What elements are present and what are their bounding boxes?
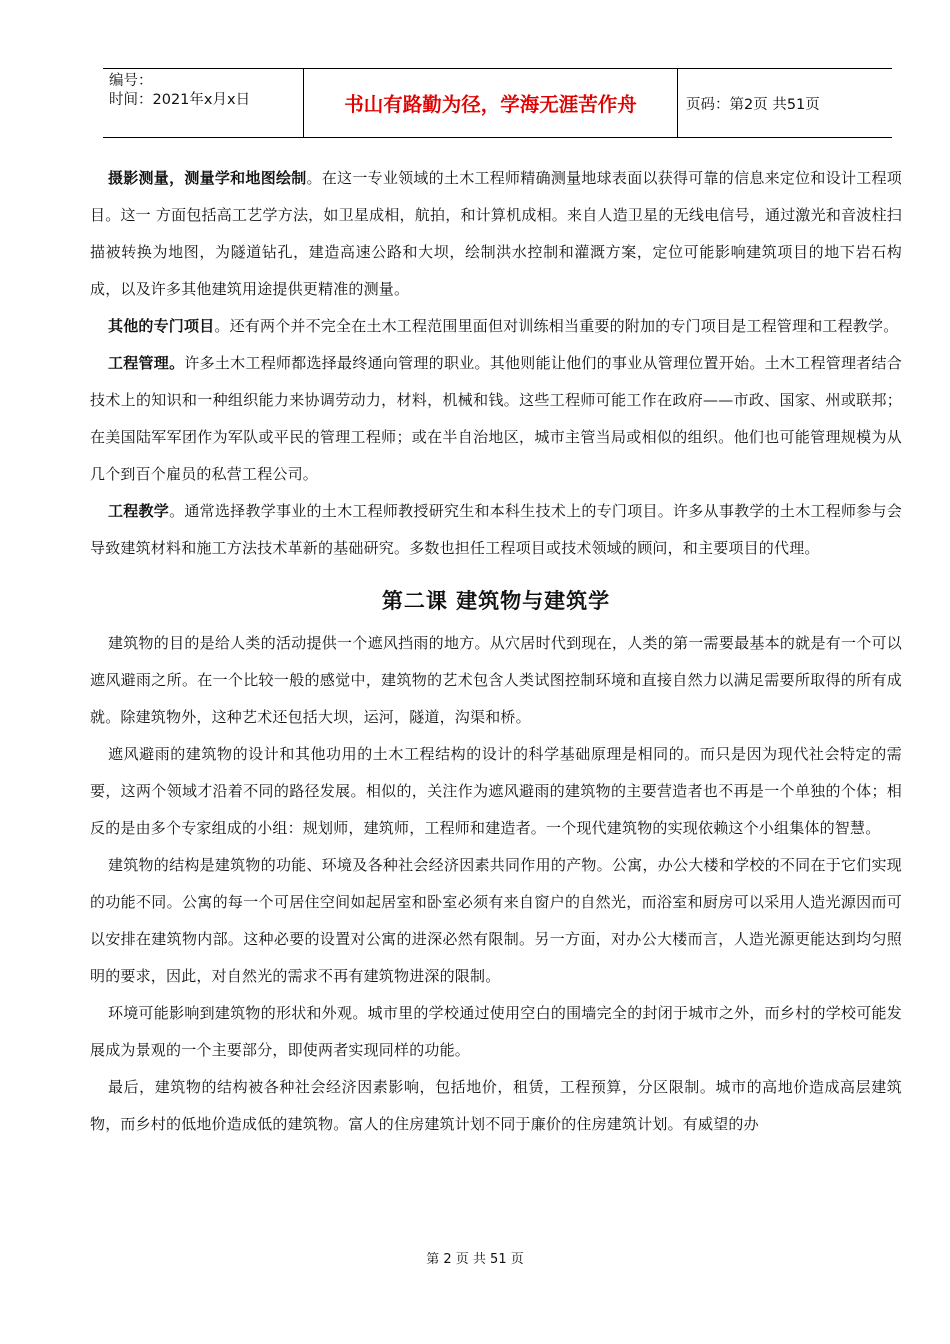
page-footer: 第 2 页 共 51 页	[426, 1252, 524, 1267]
paragraph-text: 。通常选择教学事业的土木工程师教授研究生和本科生技术上的专门项目。许多从事教学的土木工程师参与会导致建筑材料和施工方法技术革新的基础研究。多数也担任工程项目或技术领域的顾问，和主要项目的代理。	[90, 502, 902, 557]
paragraph-engineering-management	[90, 345, 902, 493]
header-motto: 书山有路勤为径，学海无涯苦作舟	[304, 69, 678, 137]
paragraph-lead: 工程教学	[108, 502, 170, 520]
lesson-paragraph: 环境可能影响到建筑物的形状和外观。城市里的学校通过使用空白的围墙完全的封闭于城市之外，而乡村的学校可能发展成为景观的一个主要部分，即使两者实现同样的功能。	[90, 1004, 902, 1059]
lesson-title: 第二课 建筑物与建筑学	[381, 589, 611, 613]
paragraph-engineering-teaching	[90, 493, 902, 567]
paragraph-text: 许多土木工程师都选择最终通向管理的职业。其他则能让他们的事业从管理位置开始。土木工程管理者结合技术上的知识和一种组织能力来协调劳动力，材料，机械和钱。这些工程师可能工作在政府——市政、国家、州或联邦；在美国陆军军团作为军队或平民的管理工程师；或在半自治地区，城市主管当局或相似的组织。他们也可能管理规模为从几个到百个雇员的私营工程公司。	[90, 354, 902, 483]
lesson-paragraph: 遮风避雨的建筑物的设计和其他功用的土木工程结构的设计的科学基础原理是相同的。而只是因为现代社会特定的需要，这两个领域才沿着不同的路径发展。相似的，关注作为遮风避雨的建筑物的主要营造者也不再是一个单独的个体；相反的是由多个专家组成的小组：规划师，建筑师，工程师和建造者。一个现代建筑物的实现依赖这个小组集体的智慧。	[90, 745, 902, 837]
paragraph-lead: 工程管理。	[108, 354, 185, 372]
header-number: 编号：	[109, 73, 153, 89]
paragraph-text: 。在这一专业领域的土木工程师精确测量地球表面以获得可靠的信息来定位和设计工程项目。这一 方面包括高工艺学方法，如卫星成相，航拍，和计算机成相。来自人造卫星的无线电信号，通过激光和音波柱扫描被转换为地图，为隧道钻孔，建造高速公路和大坝，绘制洪水控制和灌溉方案，定位可能影响建筑项目的地下岩石构成，以及许多其他建筑用途提供更精准的测量。	[90, 169, 902, 298]
lesson-paragraph: 最后，建筑物的结构被各种社会经济因素影响，包括地价，租赁，工程预算，分区限制。城市的高地价造成高层建筑物，而乡村的低地价造成低的建筑物。富人的住房建筑计划不同于廉价的住房建筑计划。有威望的办	[90, 1078, 902, 1133]
document-body	[90, 160, 902, 1143]
paragraph-text: 。还有两个并不完全在土木工程范围里面但对训练相当重要的附加的专门项目是工程管理和工程教学。	[214, 317, 899, 335]
paragraph-lead: 摄影测量，测量学和地图绘制	[108, 169, 307, 187]
header-time: 时间：2021年x月x日	[109, 92, 251, 108]
header-meta	[103, 69, 304, 137]
header-page-number: 页码：第2页 共51页	[686, 96, 820, 113]
paragraph-lead: 其他的专门项目	[108, 317, 215, 335]
lesson-paragraph: 建筑物的目的是给人类的活动提供一个遮风挡雨的地方。从穴居时代到现在，人类的第一需要最基本的就是有一个可以遮风避雨之所。在一个比较一般的感觉中，建筑物的艺术包含人类试图控制环境和直接自然力以满足需要所取得的所有成就。除建筑物外，这种艺术还包括大坝，运河，隧道，沟渠和桥。	[90, 634, 902, 726]
lesson-paragraph: 建筑物的结构是建筑物的功能、环境及各种社会经济因素共同作用的产物。公寓，办公大楼和学校的不同在于它们实现的功能不同。公寓的每一个可居住空间如起居室和卧室必须有来自窗户的自然光，而浴室和厨房可以采用人造光源因而可以安排在建筑物内部。这种必要的设置对公寓的进深必然有限制。另一方面，对办公大楼而言，人造光源更能达到均匀照明的要求，因此，对自然光的需求不再有建筑物进深的限制。	[90, 856, 902, 985]
paragraph-special-projects	[90, 308, 902, 345]
page-header	[103, 68, 892, 138]
paragraph-survey	[90, 160, 902, 308]
